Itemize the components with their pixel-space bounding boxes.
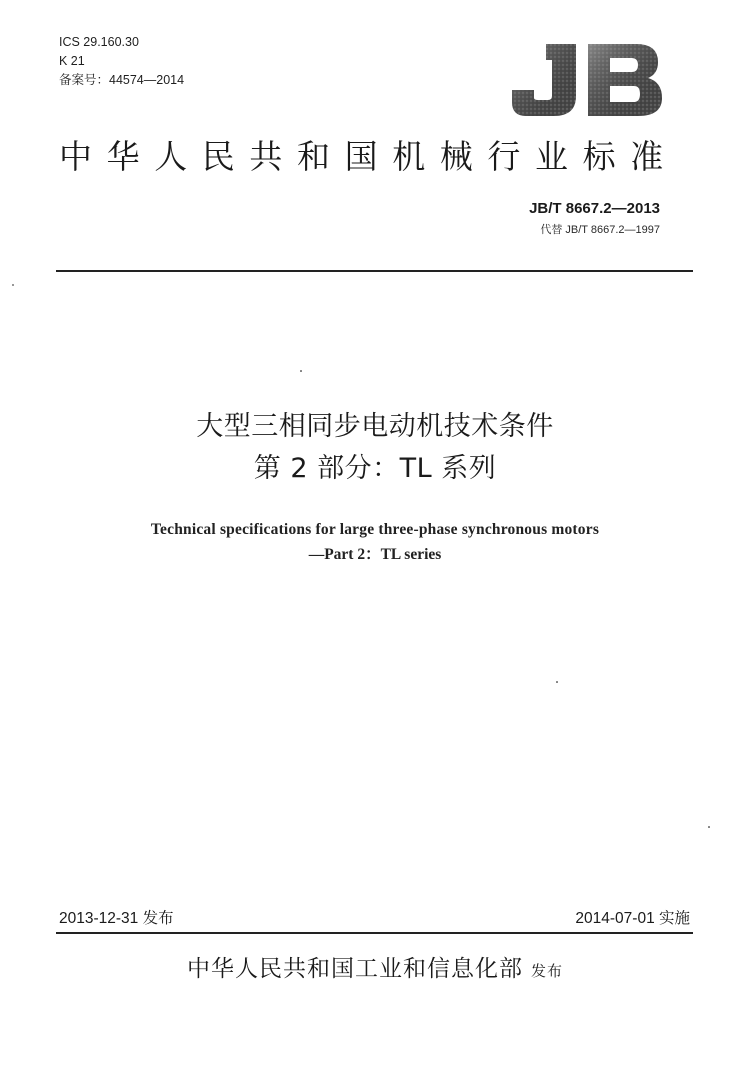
title-en-part: —Part 2：TL series: [308, 546, 442, 563]
industry-standard-heading: 中华人民共和国机械行业标准: [59, 137, 678, 176]
filing-number: 备案号：44574—2014: [59, 73, 185, 87]
k-code: K 21: [59, 54, 85, 68]
title-cn-part: 第 2 部分：TL 系列: [253, 453, 497, 484]
scan-speck: [556, 681, 558, 683]
title-en-main: Technical specifications for large three-phase synchronous motors: [150, 521, 600, 538]
scan-speck: [12, 284, 14, 286]
publisher: [0, 958, 750, 981]
ics-code: ICS 29.160.30: [59, 35, 139, 49]
publication-date: 2013-12-31 发布: [59, 910, 174, 927]
replaces-standard: 代替 JB/T 8667.2—1997: [540, 224, 660, 236]
bottom-divider: [56, 932, 693, 934]
scan-speck: [708, 826, 710, 828]
standard-number: JB/T 8667.2—2013: [529, 200, 660, 217]
title-cn-main: 大型三相同步电动机技术条件: [196, 411, 554, 442]
publisher-name: 中华人民共和国工业和信息化部: [186, 956, 523, 982]
top-divider: [56, 270, 693, 272]
implementation-date: 2014-07-01 实施: [575, 910, 690, 927]
jb-logo: [506, 40, 666, 120]
publisher-action: 发布: [530, 962, 563, 980]
scan-speck: [300, 370, 302, 372]
